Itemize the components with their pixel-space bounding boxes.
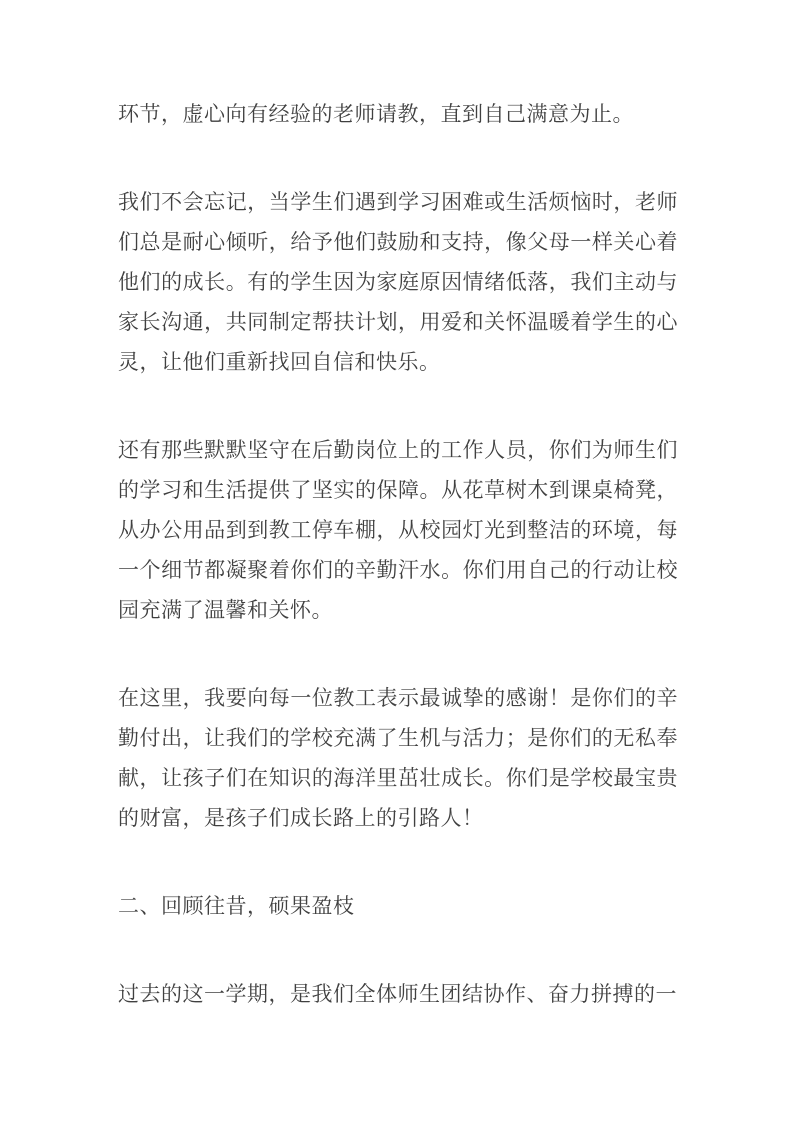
section-heading: 二、回顾往昔，硕果盈枝 xyxy=(118,894,355,918)
paragraph-logistics-staff: 还有那些默默坚守在后勤岗位上的工作人员，你们为师生们的学习和生活提供了坚实的保障。从花草树木到课桌椅凳，从办公用品到到教工停车棚，从校园灯光到整洁的环境，每一个细节都凝聚着你们的辛勤汗水。你们用自己的行动让校园充满了温馨和关怀。 xyxy=(118,438,678,622)
paragraph-past-semester: 过去的这一学期，是我们全体师生团结协作、奋力拼搏的一 xyxy=(118,982,677,1006)
paragraph-gratitude: 在这里，我要向每一位教工表示最诚挚的感谢！是你们的辛勤付出，让我们的学校充满了生机与活力；是你们的无私奉献，让孩子们在知识的海洋里茁壮成长。你们是学校最宝贵的财富，是孩子们成长路上的引路人！ xyxy=(118,686,678,830)
document-body xyxy=(118,94,678,1014)
paragraph-continuation: 环节，虚心向有经验的老师请教，直到自己满意为止。 xyxy=(118,102,634,126)
paragraph-teachers-care: 我们不会忘记，当学生们遇到学习困难或生活烦恼时，老师们总是耐心倾听，给予他们鼓励和支持，像父母一样关心着他们的成长。有的学生因为家庭原因情绪低落，我们主动与家长沟通，共同制定帮扶计划，用爱和关怀温暖着学生的心灵，让他们重新找回自信和快乐。 xyxy=(118,190,678,374)
